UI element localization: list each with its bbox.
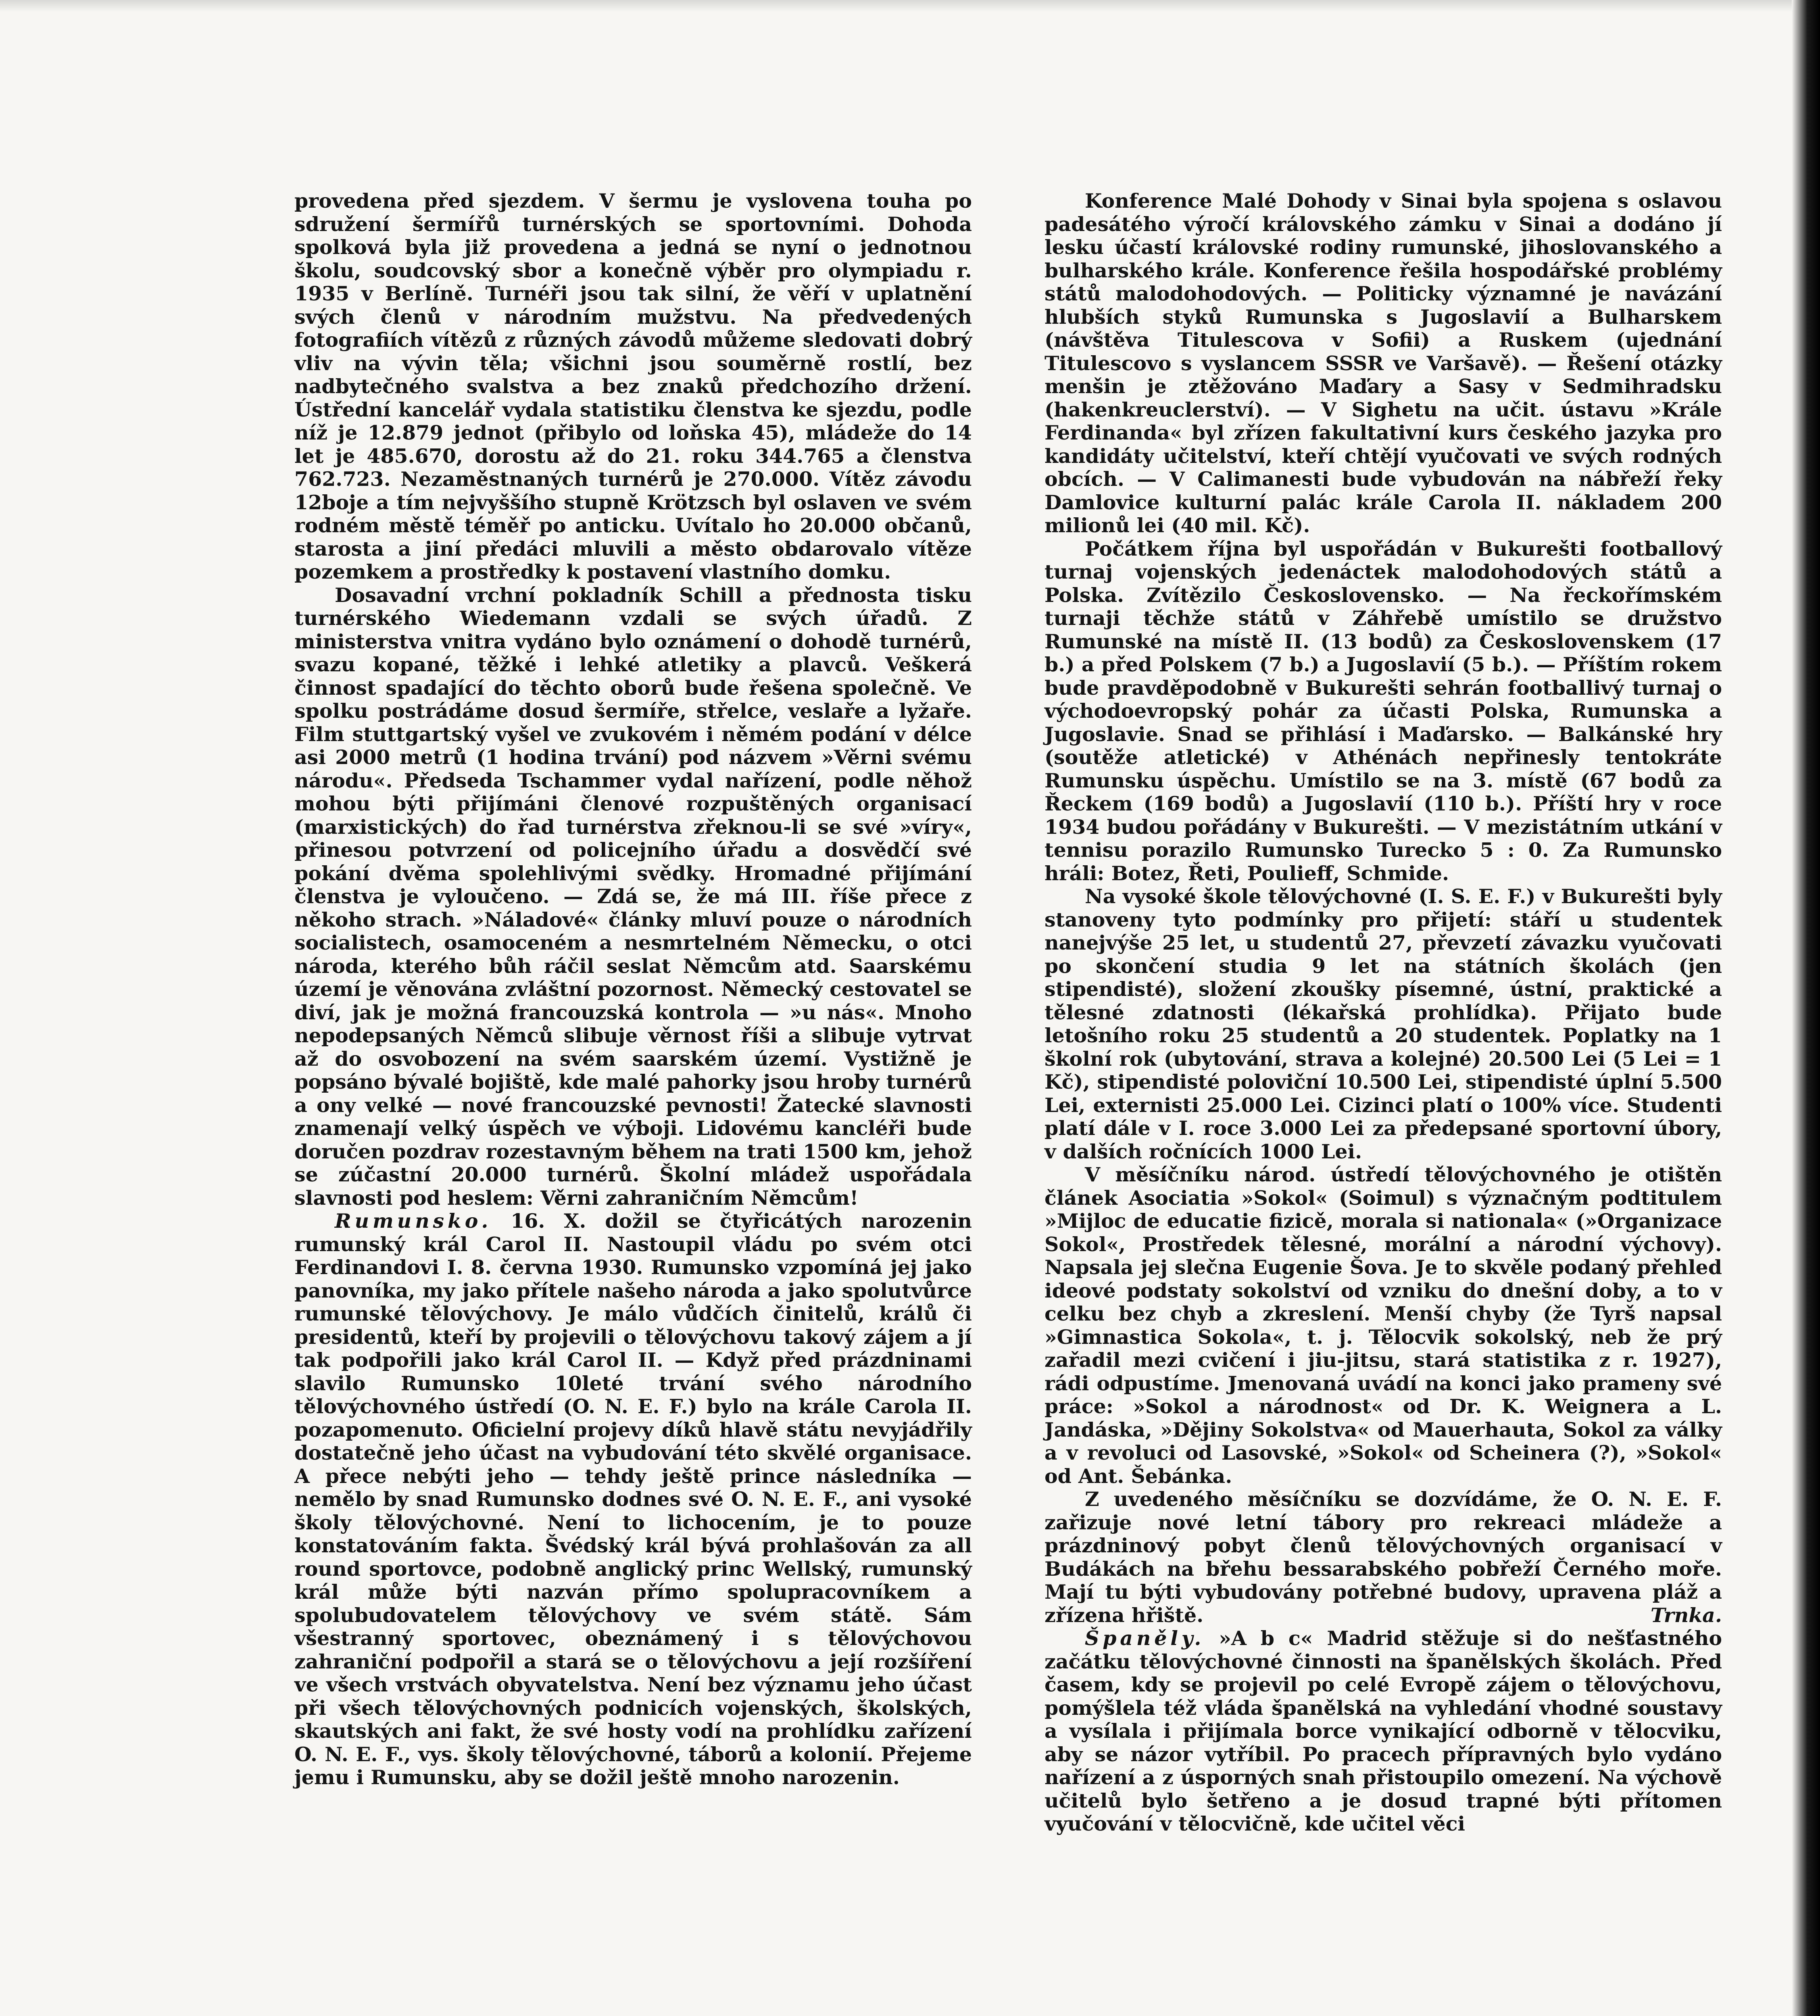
section-heading-spain: Španěly. (1085, 1627, 1205, 1650)
author-signature: Trnka. (1650, 1603, 1722, 1627)
paragraph: Počátkem října byl uspořádán v Bukurešti footballový turnaj vojenských jedenáctek malodohodových států a Polska. Zvítězilo Československo. — Na řeckořímském turnaji těchže států v Záhřebě umístilo se družstvo Rumunské na místě II. (13 bodů) za Československem (17 b.) a před Polskem (7 b.) a Jugoslavií (5 b.). — Příštím rokem bude pravděpodobně v Bukurešti sehrán footballivý turnaj o východoevropský pohár za účasti Polska, Rumunska a Jugoslavie. Snad se přihlásí i Maďarsko. — Balkánské hry (soutěže atletické) v Athénách nepřinesly tentokráte Rumunsku úspěchu. Umístilo se na 3. místě (67 bodů za Řeckem (169 bodů) a Jugoslavií (110 b.). Příští hry v roce 1934 budou pořádány v Bukurešti. — V mezistátním utkání v tennisu porazilo Rumunsko Turecko 5 : 0. Za Rumunsko hráli: Botez, Řeti, Poulieff, Schmide. (1044, 537, 1722, 885)
paragraph: Na vysoké škole tělovýchovné (I. S. E. F.) v Bukurešti byly stanoveny tyto podmínky pro přijetí: stáří u studentek nanejvýše 25 let, u studentů 27, převzetí závazku vyučovati po skončení studia 9 let na státních školách (jen stipendisté), složení zkoušky písemné, ústní, praktické a tělesné zdatnosti (lékařská prohlídka). Přijato bude letošního roku 25 studentů a 20 studentek. Poplatky na 1 školní rok (ubytování, strava a kolejné) 20.500 Lei (5 Lei = 1 Kč), stipendisté poloviční 10.500 Lei, stipendisté úplní 5.500 Lei, externisti 25.000 Lei. Cizinci platí o 100% více. Studenti platí dále v I. roce 3.000 Lei za předepsané sportovní úbory, v dalších ročnících 1000 Lei. (1044, 885, 1722, 1163)
paragraph-text: Z uvedeného měsíčníku se dozvídáme, že O. N. E. F. zařizuje nové letní tábory pro rekreaci mládeže a prázdninový pobyt členů tělovýchovných organisací v Budákách na břehu bessarabského pobřeží Černého moře. Mají tu býti vybudovány potřebné budovy, upravena pláž a zřízena hřiště. (1044, 1487, 1722, 1627)
paragraph-text: 16. X. dožil se čtyřicátých narozenin rumunský král Carol II. Nastoupil vládu po svém otci Ferdinandovi I. 8. června 1930. Rumunsko vzpomíná jej jako panovníka, my jako přítele našeho národa a jako spolutvůrce rumunské tělovýchovy. Je málo vůdčích činitelů, králů či presidentů, kteří by projevili o tělovýchovu takový zájem a jí tak podpořili jako král Carol II. — Když před prázdninami slavilo Rumunsko 10leté trvání svého národního tělovýchovného ústředí (O. N. E. F.) bylo na krále Carola II. pozapomenuto. Oficielní projevy díků hlavě státu nevyjádřily dostatečně jeho účast na vybudování této skvělé organisace. A přece nebýti jeho — tehdy ještě prince následníka — nemělo by snad Rumunsko dodnes své O. N. E. F., ani vysoké školy tělovýchovné. Není to lichocením, je to pouze konstatováním fakta. Švédský král bývá prohlašován za all round sportovce, podobně anglický princ Wellský, rumunský král může býti nazván přímo spolupracovníkem a spolubudovatelem tělovýchovy ve svém státě. Sám všestranný sportovec, obeznámený i s tělovýchovou zahraniční podpořil a stará se o tělovýchovu a její rozšíření ve všech vrstvách obyvatelstva. Není bez významu jeho účast při všech tělovýchovných podnicích vojenských, školských, skautských ani fakt, že své hosty vodí na prohlídku zařízení O. N. E. F., vys. školy tělovýchovné, táborů a kolonií. Přejeme jemu i Rumunsku, aby se dožil ještě mnoho narozenin. (294, 1209, 972, 1789)
paragraph-romania (294, 1210, 972, 1789)
section-heading-romania: Rumunsko. (335, 1209, 492, 1233)
scan-edge-top (0, 0, 1820, 12)
paragraph: Dosavadní vrchní pokladník Schill a přednosta tisku turnérského Wiedemann vzdali se svých úřadů. Z ministerstva vnitra vydáno bylo oznámení o dohodě turnérů, svazu kopané, těžké i lehké atletiky a plavců. Veškerá činnost spadající do těchto oborů bude řešena společně. Ve spolku postrádáme dosud šermíře, střelce, veslaře a lyžaře. Film stuttgartský vyšel ve zvukovém i němém podání v délce asi 2000 metrů (1 hodina trvání) pod názvem »Věrni svému národu«. Předseda Tschammer vydal nařízení, podle něhož mohou býti přijímáni členové rozpuštěných organisací (marxistických) do řad turnérstva zřeknou-li se své »víry«, přinesou potvrzení od policejního úřadu a dosvědčí své pokání dvěma spolehlivými svědky. Hromadné přijímání členstva je vyloučeno. — Zdá se, že má III. říše přece z někoho strach. »Náladové« články mluví pouze o národních socialistech, osamoceném a nesmrtelném Německu, o otci národa, kterého bůh ráčil seslat Němcům atd. Saarskému území je věnována zvláštní pozornost. Německý cestovatel se diví, jak je možná francouzská kontrola — »u nás«. Mnoho nepodepsaných Němců slibuje věrnost říši a slibuje vytrvat až do osvobození na svém saarském území. Vystižně je popsáno bývalé bojiště, kde malé pahorky jsou hroby turnérů a ony velké — nové francouzské pevnosti! Žatecké slavnosti znamenají velký úspěch ve výboji. Lidovému kancléři bude doručen pozdrav rozestavným během na trati 1500 km, jehož se zúčastní 20.000 turnérů. Školní mládež uspořádala slavnosti pod heslem: Věrni zahraničním Němcům! (294, 583, 972, 1210)
paragraph-with-signature (1044, 1488, 1722, 1627)
paragraph: V měsíčníku národ. ústředí tělovýchovného je otištěn článek Asociatia »Sokol« (Soimul) s význačným podtitulem »Mijloc de educatie fizicě, morala si nationala« (»Organizace Sokol«, Prostředek tělesné, morální a národní výchovy). Napsala jej slečna Eugenie Šova. Je to skvěle podaný přehled ideové podstaty sokolství od vzniku do dnešní doby, a to v celku bez chyb a zkreslení. Menší chyby (že Tyrš napsal »Gimnastica Sokola«, t. j. Tělocvik sokolský, neb že prý zařadil mezi cvičení i jiu-jitsu, stará statistika z r. 1927), rádi odpustíme. Jmenovaná uvádí na konci jako prameny své práce: »Sokol a národnost« od Dr. K. Weignera a L. Jandáska, »Dějiny Sokolstva« od Mauerhauta, Sokol za války a v revoluci od Lasovské, »Sokol« od Scheinera (?), »Sokol« od Ant. Šebánka. (1044, 1163, 1722, 1488)
paragraph-text: »A b c« Madrid stěžuje si do nešťastného začátku tělovýchovné činnosti na španělských školách. Před časem, kdy se projevil po celé Evropě zájem o tělovýchovu, pomýšlela též vláda španělská na vyhledání vhodné soustavy a vysílala i přijímala borce vynikající odborně v tělocviku, aby se názor vytříbil. Po pracech přípravných bylo vydáno nařízení a z úsporných snah přistoupilo omezení. Na výchově učitelů bylo šetřeno a je dosud trapné býti přítomen vyučování v tělocvičně, kde učitel věci (1044, 1627, 1722, 1835)
paragraph: provedena před sjezdem. V šermu je vyslovena touha po sdružení šermířů turnérských se sportovními. Dohoda spolková byla již provedena a jedná se nyní o jednotnou školu, soudcovský sbor a konečně výběr pro olympiadu r. 1935 v Berlíně. Turnéři jsou tak silní, že věří v uplatnění svých členů v národním mužstvu. Na předvedených fotografiích vítězů z různých závodů můžeme sledovati dobrý vliv na vývin těla; všichni jsou souměrně rostlí, bez nadbytečného svalstva a bez znaků předchozího držení. Ústřední kancelář vydala statistiku členstva ke sjezdu, podle níž je 12.879 jednot (přibylo od loňska 45), mládeže do 14 let je 485.670, dorostu až do 21. roku 344.765 a členstva 762.723. Nezaměstnaných turnérů je 270.000. Vítěz závodu 12boje a tím nejvyššího stupně Krötzsch byl oslaven ve svém rodném městě téměř po anticku. Uvítalo ho 20.000 občanů, starosta a jiní předáci mluvili a město obdarovalo vítěze pozemkem a prostředky k postavení vlastního domku. (294, 189, 972, 583)
right-column (1044, 190, 1722, 1836)
paragraph-spain (1044, 1627, 1722, 1836)
paragraph: Konference Malé Dohody v Sinai byla spojena s oslavou padesátého výročí královského zámku v Sinai a dodáno jí lesku účastí královské rodiny rumunské, jihoslovanského a bulharského krále. Konference řešila hospodářské problémy států malodohodových. — Politicky významné je navázání hlubších styků Rumunska s Jugoslavií a Bulharskem (návštěva Titulescova v Sofii) a Ruskem (ujednání Titulescovo s vyslancem SSSR ve Varšavě). — Řešení otázky menšin je ztěžováno Maďary a Sasy v Sedmihradsku (hakenkreuclerství). — V Sighetu na učit. ústavu »Krále Ferdinanda« byl zřízen fakultativní kurs českého jazyka pro kandidáty učitelství, kteří chtějí vyučovati ve svých rodných obcích. — V Calimanesti bude vybudován na nábřeží řeky Damlovice kulturní palác krále Carola II. nákladem 200 milionů lei (40 mil. Kč). (1044, 189, 1722, 537)
left-column (294, 190, 972, 1789)
scan-edge-right (1792, 0, 1820, 2016)
